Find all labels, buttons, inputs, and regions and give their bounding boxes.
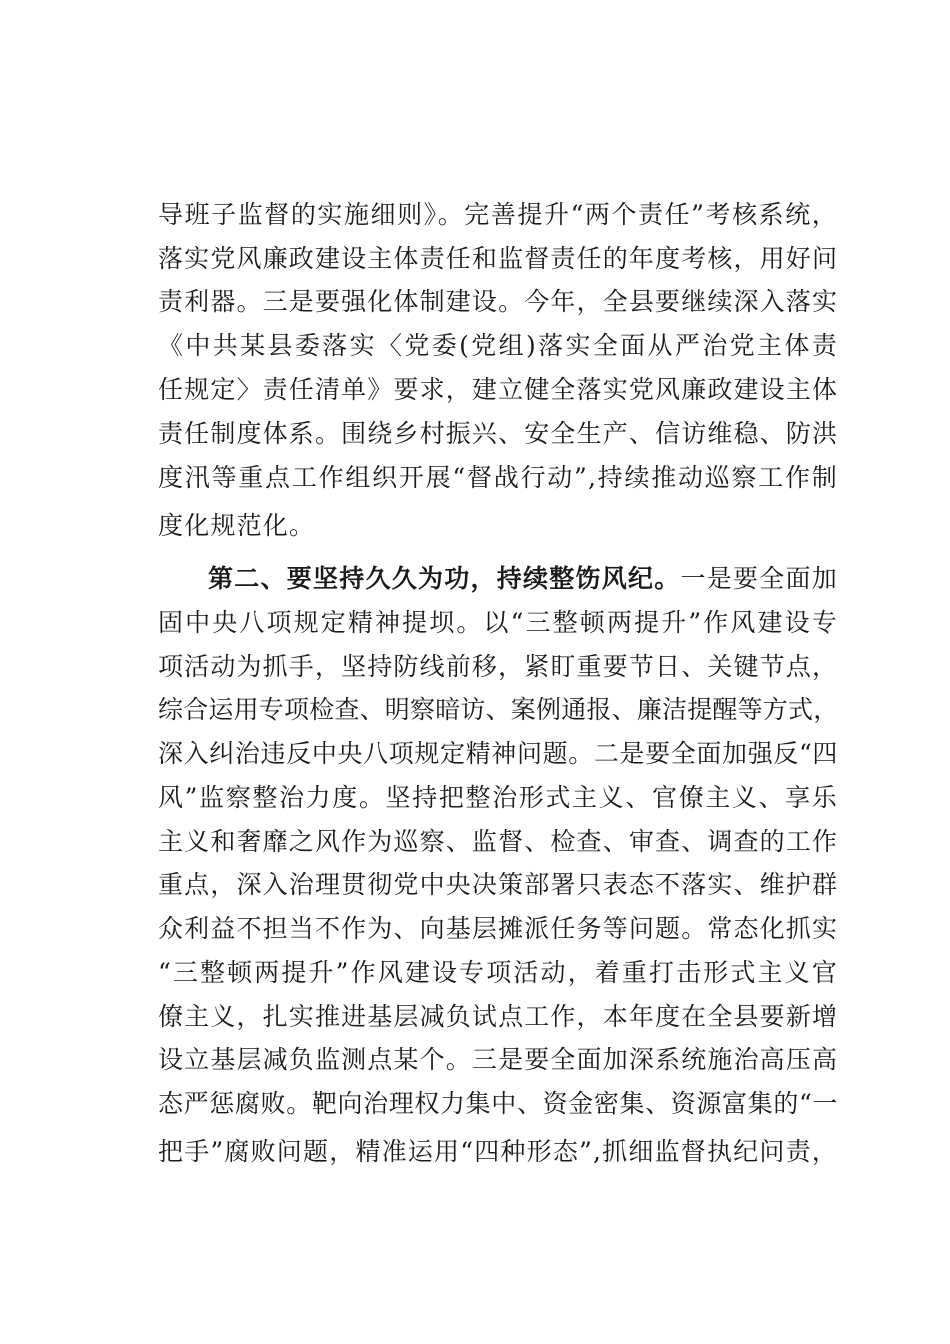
p1-line-6: 责任制度体系。围绕乡村振兴、安全生产、信访维稳、防洪 <box>158 419 838 448</box>
p2-line-14: 把手”腐败问题，精准运用“四种形态”,抓细监督执纪问责， <box>158 1137 838 1166</box>
p2-line-5: 深入纠治违反中央八项规定精神问题。二是要全面加强反“四 <box>158 739 838 768</box>
p2-line-10: “三整顿两提升”作风建设专项活动，着重打击形式主义官 <box>158 958 838 987</box>
p2-line-12: 设立基层减负监测点某个。三是要全面加深系统施治高压高 <box>158 1045 838 1074</box>
p2-line-7: 主义和奢靡之风作为巡察、监督、检查、审查、调查的工作 <box>158 827 838 856</box>
p2-line-11: 僚主义，扎实推进基层减负试点工作，本年度在全县要新增 <box>158 1002 838 1031</box>
p1-line-1: 导班子监督的实施细则》。完善提升“两个责任”考核系统， <box>158 200 838 229</box>
p2-first-line-rest: 一是要全面加 <box>680 564 838 593</box>
p2-line-2: 固中央八项规定精神提坝。以“三整顿两提升”作风建设专 <box>158 608 838 637</box>
p2-line-3: 项活动为抓手，坚持防线前移，紧盯重要节日、关键节点， <box>158 652 838 681</box>
p2-line-13: 态严惩腐败。靶向治理权力集中、资金密集、资源富集的“一 <box>158 1089 838 1118</box>
p2-line-9: 众利益不担当不作为、向基层摊派任务等问题。常态化抓实 <box>158 914 838 943</box>
p1-line-3: 责利器。三是要强化体制建设。今年，全县要继续深入落实 <box>158 287 838 316</box>
p2-line-4: 综合运用专项检查、明察暗访、案例通报、廉洁提醒等方式， <box>158 695 839 724</box>
p1-line-2: 落实党风廉政建设主体责任和监督责任的年度考核，用好问 <box>158 244 838 273</box>
p2-line-6: 风”监察整治力度。坚持把整治形式主义、官僚主义、享乐 <box>158 783 838 812</box>
p1-line-4: 《中共某县委落实〈党委(党组)落实全面从严治党主体责 <box>158 331 838 360</box>
p1-line-5: 任规定〉责任清单》要求，建立健全落实党风廉政建设主体 <box>158 375 838 404</box>
p2-line-8: 重点，深入治理贯彻党中央决策部署只表态不落实、维护群 <box>158 870 838 899</box>
p2-line-1 <box>158 562 838 596</box>
p1-line-7: 度汛等重点工作组织开展“督战行动”,持续推动巡察工作制 <box>158 463 838 492</box>
p2-heading: 第二、要坚持久久为功，持续整饬风纪。 <box>208 564 681 593</box>
p1-line-8: 度化规范化。 <box>158 511 316 540</box>
